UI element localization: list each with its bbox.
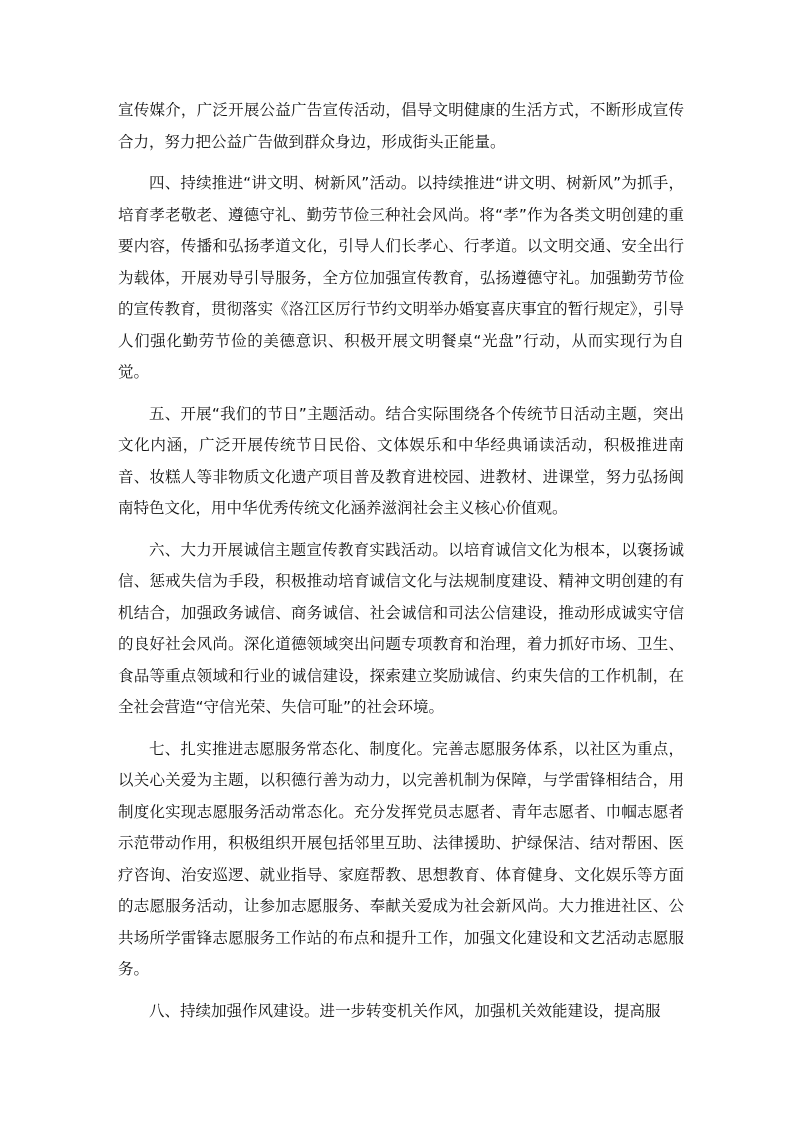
paragraph-continuation: 宣传媒介，广泛开展公益广告宣传活动，倡导文明健康的生活方式，不断形成宣传合力，努力把公益广告做到群众身边，形成街头正能量。 bbox=[118, 101, 684, 151]
paragraph-section-7: 七、扎实推进志愿服务常态化、制度化。完善志愿服务体系，以社区为重点，以关心关爱为主题，以积德行善为动力，以完善机制为保障，与学雷锋相结合，用制度化实现志愿服务活动常态化。充分发挥党员志愿者、青年志愿者、巾帼志愿者示范带动作用，积极组织开展包括邻里互助、法律援助、护绿保洁、结对帮困、医疗咨询、治安巡逻、就业指导、家庭帮教、思想教育、体育健身、文化娱乐等方面的志愿服务活动，让参加志愿服务、奉献关爱成为社会新风尚。大力推进社区、公共场所学雷锋志愿服务工作站的布点和提升工作，加强文化建设和文艺活动志愿服务。 bbox=[118, 739, 684, 978]
paragraph-section-8: 八、持续加强作风建设。进一步转变机关作风，加强机关效能建设，提高服 bbox=[149, 1001, 661, 1020]
document-body bbox=[118, 95, 684, 1037]
paragraph-section-6: 六、大力开展诚信主题宣传教育实践活动。以培育诚信文化为根本，以褒扬诚信、惩戒失信为手段，积极推动培育诚信文化与法规制度建设、精神文明创建的有机结合，加强政务诚信、商务诚信、社会诚信和司法公信建设，推动形成诚实守信的良好社会风尚。深化道德领域突出问题专项教育和治理，着力抓好市场、卫生、食品等重点领域和行业的诚信建设，探索建立奖励诚信、约束失信的工作机制，在全社会营造“守信光荣、失信可耻”的社会环境。 bbox=[118, 540, 684, 716]
paragraph-section-4: 四、持续推进“讲文明、树新风”活动。以持续推进“讲文明、树新风”为抓手，培育孝老敬老、遵德守礼、勤劳节俭三种社会风尚。将“孝”作为各类文明创建的重要内容，传播和弘扬孝道文化，引导人们长孝心、行孝道。以文明交通、安全出行为载体，开展劝导引导服务，全方位加强宣传教育，弘扬遵德守礼。加强勤劳节俭的宣传教育，贯彻落实《洛江区厉行节约文明举办婚宴喜庆事宜的暂行规定》，引导人们强化勤劳节俭的美德意识、积极开展文明餐桌“光盘”行动，从而实现行为自觉。 bbox=[118, 174, 684, 381]
paragraph-section-5: 五、开展“我们的节日”主题活动。结合实际围绕各个传统节日活动主题，突出文化内涵，广泛开展传统节日民俗、文体娱乐和中华经典诵读活动，积极推进南音、妆糕人等非物质文化遗产项目普及教育进校园、进教材、进课堂，努力弘扬闽南特色文化，用中华优秀传统文化涵养滋润社会主义核心价值观。 bbox=[118, 404, 684, 517]
